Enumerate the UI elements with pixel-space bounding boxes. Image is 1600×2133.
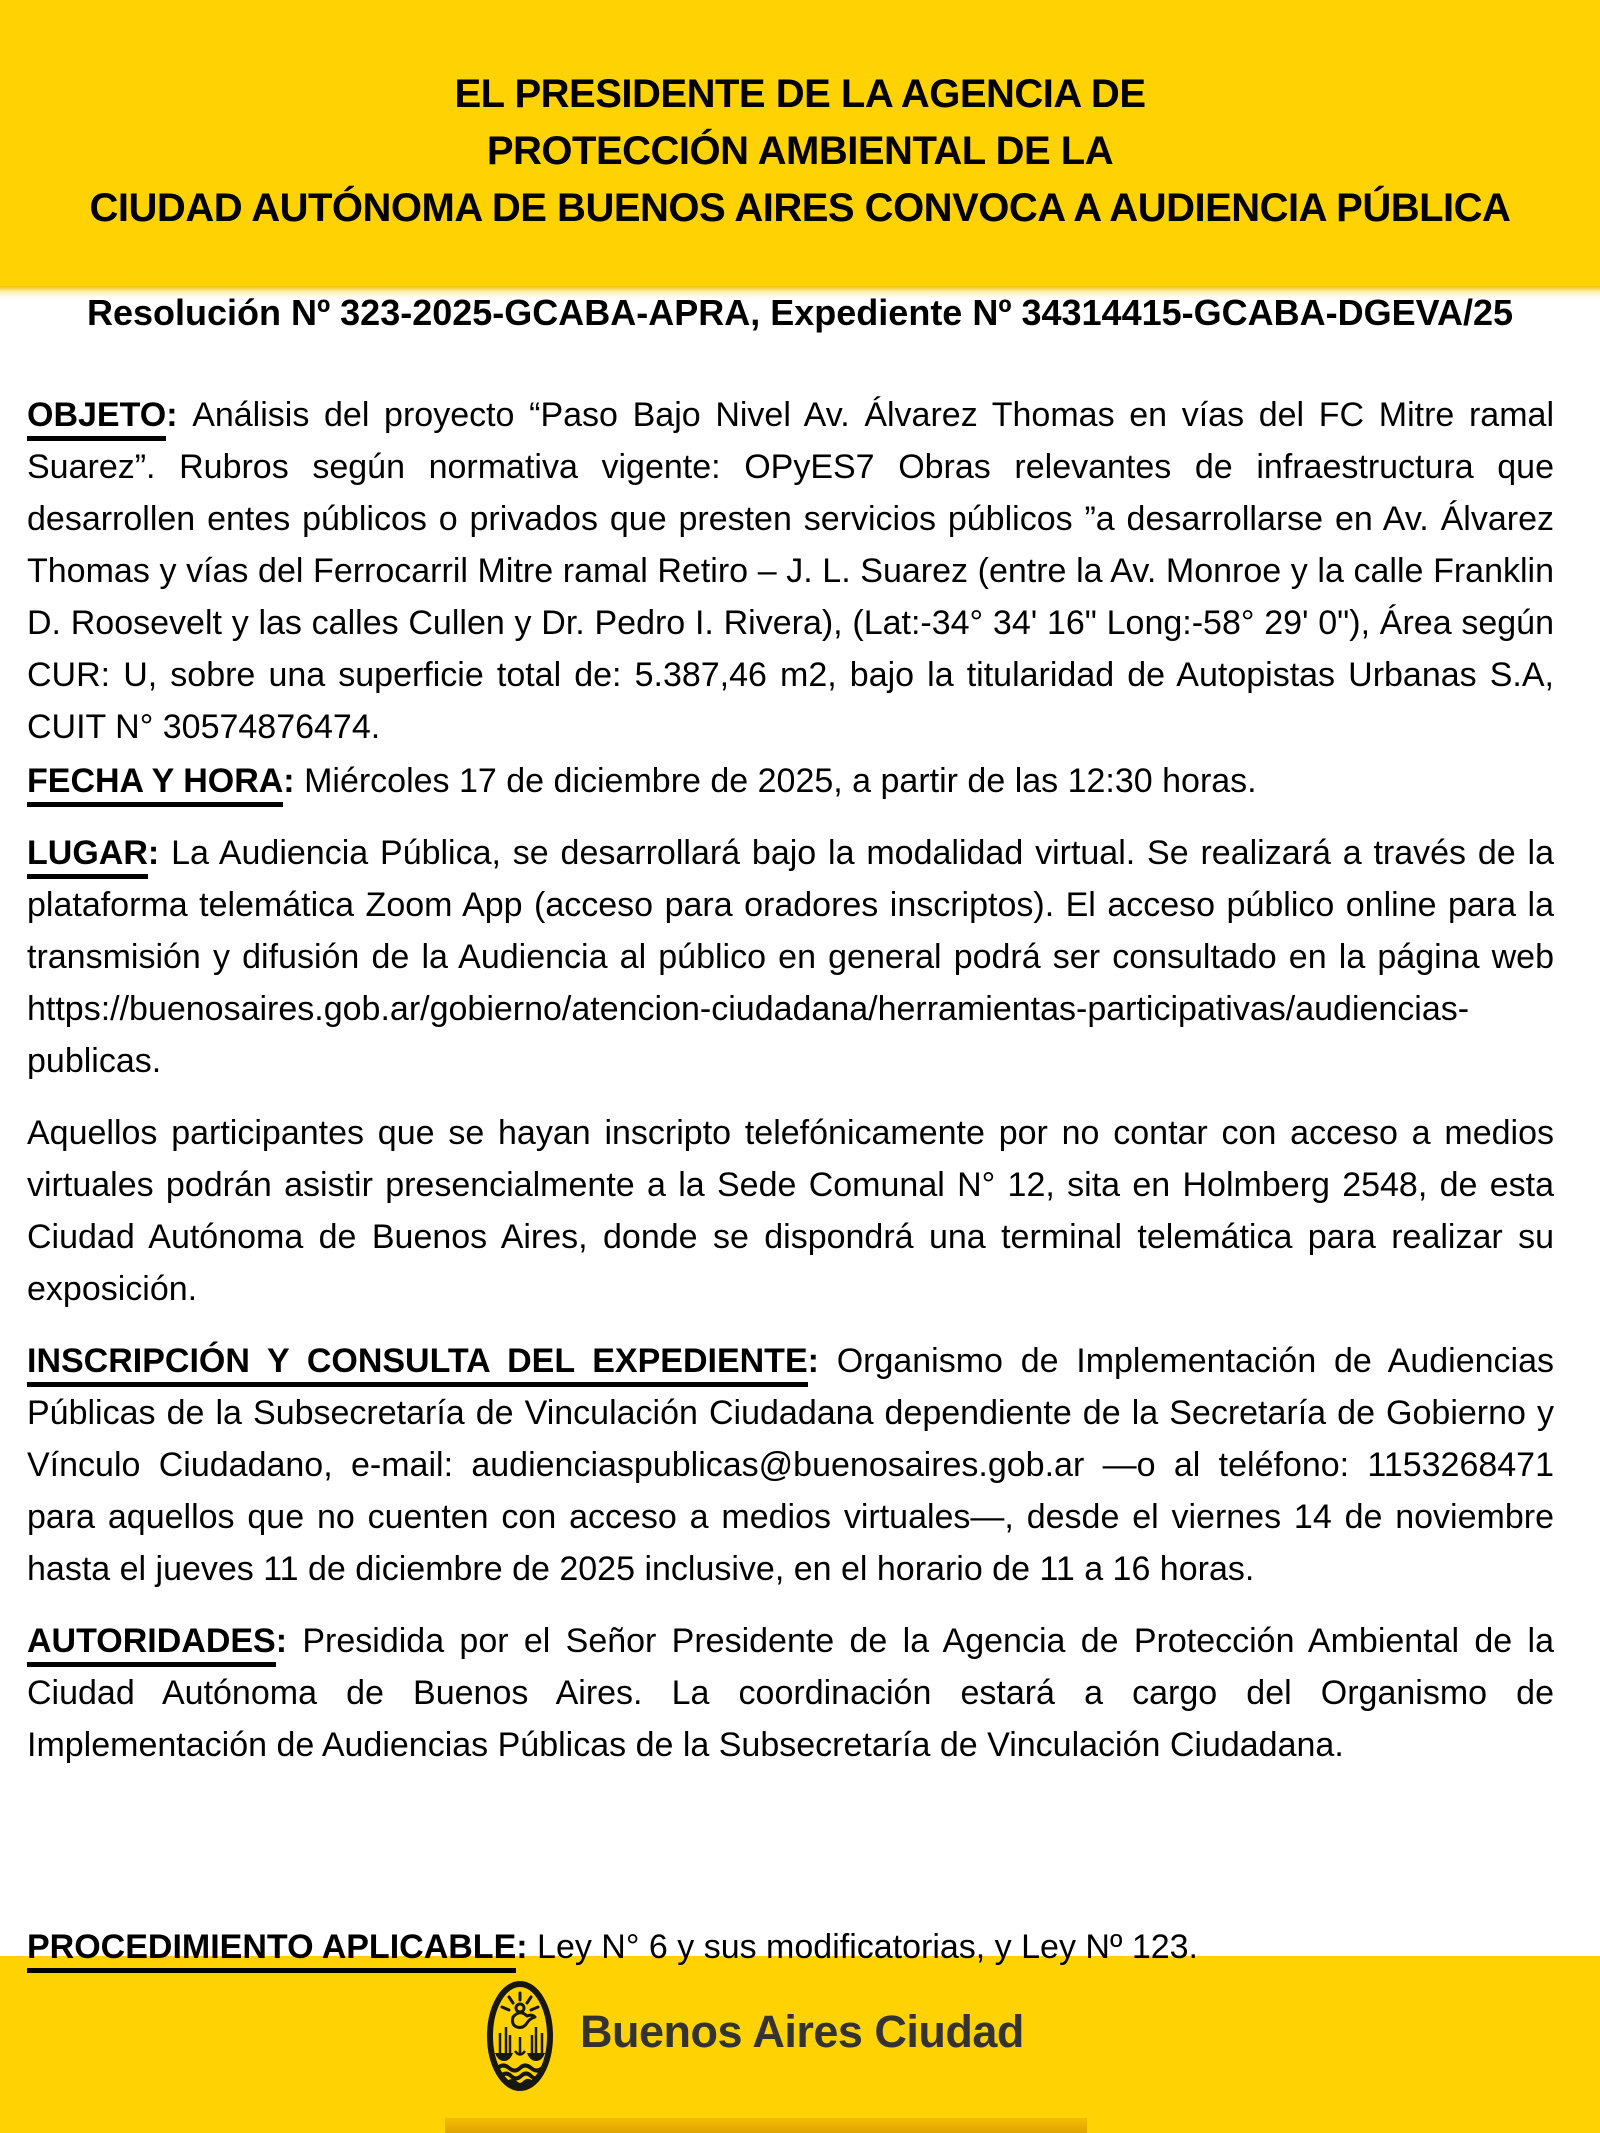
objeto-colon: :: [166, 396, 193, 434]
autoridades-text: Presidida por el Señor Presidente de la Agencia de Protección Ambiental de la Ciudad Autónoma de Buenos Aires. La coordinación estará a cargo del Organismo de Implementación de Audiencias Públicas de la Subsecretaría de Vinculación Ciudadana.: [27, 1622, 1554, 1764]
email-address: audienciaspublicas@buenosaires.gob.ar: [471, 1446, 1085, 1484]
header-banner: [0, 0, 1600, 286]
inscripcion-colon: :: [807, 1342, 837, 1380]
website-url: https://buenosaires.gob.ar/gobierno/atencion-ciudadana/herramientas-participativas/audiencias-publicas: [27, 990, 1470, 1080]
lugar-text-end: .: [151, 1042, 162, 1080]
paragraph-fecha: [27, 755, 1554, 807]
procedimiento-label: PROCEDIMIENTO APLICABLE: [27, 1928, 516, 1973]
paragraph-procedimiento: [27, 1921, 1554, 1973]
inscripcion-label: INSCRIPCIÓN Y CONSULTA DEL EXPEDIENTE: [27, 1342, 808, 1387]
lugar-text: La Audiencia Pública, se desarrollará bajo la modalidad virtual. Se realizará a través de la plataforma telemática Zoom App (acceso para oradores inscriptos). El acceso público online para la transmisión y difusión de la Audiencia al público en general podrá ser consultado en la página web: [27, 834, 1554, 976]
paragraph-acceso-presencial: [27, 1107, 1554, 1315]
paragraph-objeto: [27, 389, 1554, 753]
title-line-1: EL PRESIDENTE DE LA AGENCIA DE: [454, 72, 1146, 116]
buenos-aires-crest-icon: [486, 1981, 554, 2091]
acceso-presencial-text: Aquellos participantes que se hayan inscripto telefónicamente por no contar con acceso a medios virtuales podrán asistir presencialmente a la Sede Comunal N° 12, sita en Holmberg 2548, de esta Ciudad Autónoma de Buenos Aires, donde se dispondrá una terminal telemática para realizar su exposición.: [27, 1114, 1554, 1308]
footer-banner: [0, 1956, 1600, 2133]
lugar-label: LUGAR: [27, 834, 148, 879]
autoridades-label: AUTORIDADES: [27, 1622, 276, 1667]
paragraph-autoridades: [27, 1615, 1554, 1771]
fecha-text: Miércoles 17 de diciembre de 2025, a partir de las 12:30 horas.: [304, 762, 1257, 800]
objeto-label: OBJETO: [27, 396, 166, 441]
resolution-line: Resolución Nº 323-2025-GCABA-APRA, Expediente Nº 34314415-GCABA-DGEVA/25: [86, 292, 1514, 333]
inscripcion-text: Organismo de Implementación de Audiencias Públicas de la Subsecretaría de Vinculación Ciudadana dependiente de la Secretaría de Gobierno y Vínculo Ciudadano, e-mail:: [27, 1342, 1554, 1484]
fecha-colon: :: [283, 762, 305, 800]
title-line-2: PROTECCIÓN AMBIENTAL DE LA: [486, 129, 1114, 173]
fecha-label: FECHA Y HORA: [27, 762, 283, 807]
objeto-text: Análisis del proyecto “Paso Bajo Nivel Av. Álvarez Thomas en vías del FC Mitre ramal Suarez”. Rubros según normativa vigente: OPyES7 Obras relevantes de infraestructura que desarrollen entes públicos o privados que presten servicios públicos ”a desarrollarse en Av. Álvarez Thomas y vías del Ferrocarril Mitre ramal Retiro – J. L. Suarez (entre la Av. Monroe y la calle Franklin D. Roosevelt y las calles Cullen y Dr. Pedro I. Rivera), (Lat:-34° 34' 16" Long:-58° 29' 0"), Área según CUR: U, sobre una superficie total de: 5.387,46 m2, bajo la titularidad de Autopistas Urbanas S.A, CUIT N° 30574876474.: [27, 396, 1554, 746]
footer-logo-text: Buenos Aires Ciudad: [580, 2006, 1024, 2057]
paragraph-lugar: [27, 827, 1554, 1087]
title-line-3: CIUDAD AUTÓNOMA DE BUENOS AIRES CONVOCA A AUDIENCIA PÚBLICA: [89, 186, 1511, 230]
notice-body: [27, 389, 1554, 1771]
notice-title: [0, 0, 1600, 237]
procedimiento-colon: :: [516, 1928, 538, 1966]
procedimiento-text: Ley N° 6 y sus modificatorias, y Ley Nº 123.: [537, 1928, 1198, 1966]
inscripcion-text-end: —o al teléfono: 1153268471 para aquellos que no cuenten con acceso a medios virtuales—, desde el viernes 14 de noviembre hasta el jueves 11 de diciembre de 2025 inclusive, en el horario de 11 a 16 horas.: [27, 1446, 1554, 1588]
autoridades-colon: :: [275, 1622, 303, 1660]
lugar-colon: :: [147, 834, 172, 872]
footer-bottom-bar: [445, 2118, 1087, 2133]
paragraph-inscripcion: [27, 1335, 1554, 1595]
